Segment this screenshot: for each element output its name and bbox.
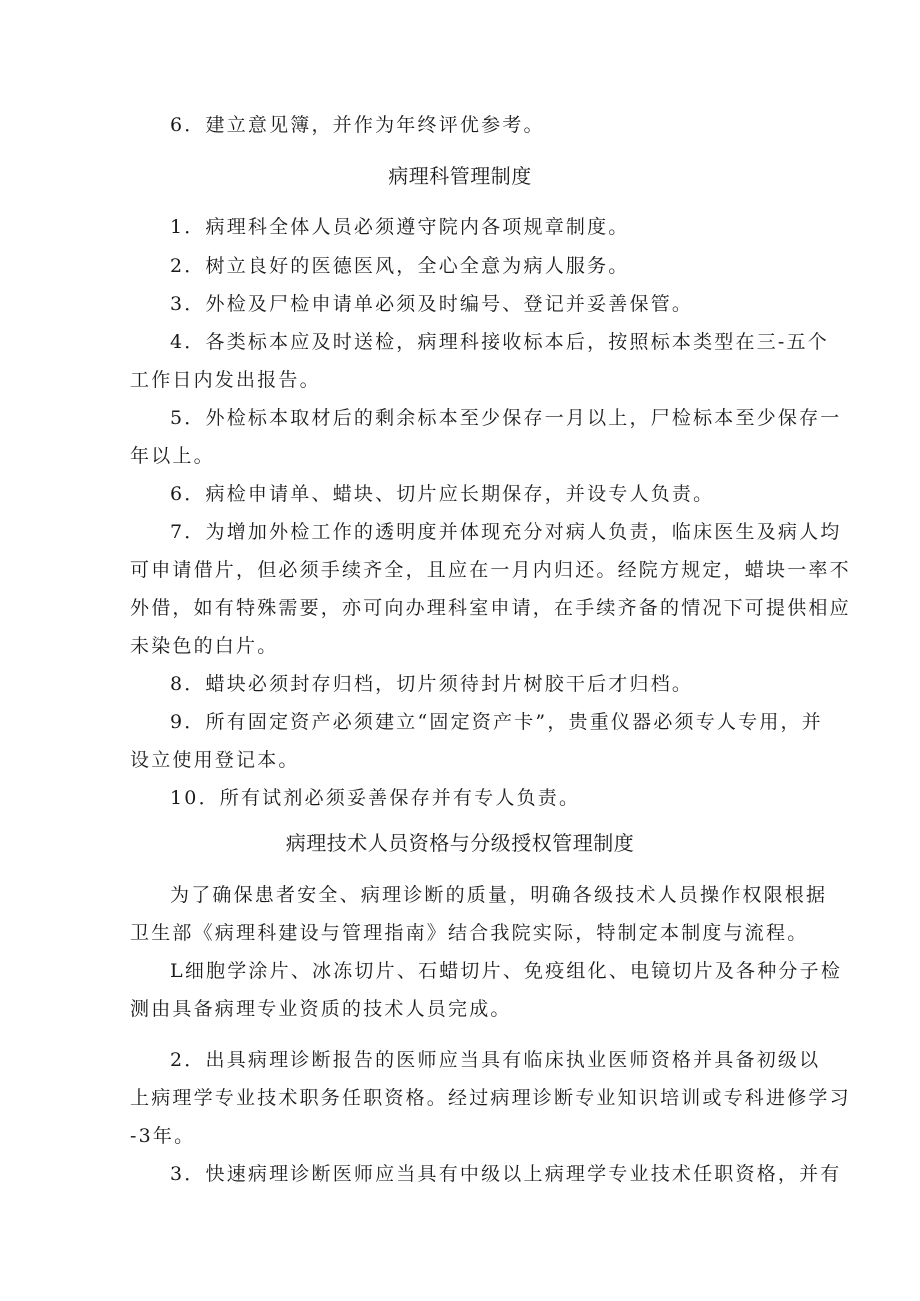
rule-line-continued: 可申请借片，但必须手续齐全，且应在一月内归还。经院方规定，蜡块一率不 bbox=[130, 559, 851, 581]
rule-line: 7．为增加外检工作的透明度并体现充分对病人负责，临床医生及病人均 bbox=[170, 521, 842, 543]
rule-line: 10．所有试剂必须妥善保存并有专人负责。 bbox=[170, 787, 581, 809]
rule-line: 3．外检及尸检申请单必须及时编号、登记并妥善保管。 bbox=[170, 293, 694, 315]
paragraph-line: 为了确保患者安全、病理诊断的质量，明确各级技术人员操作权限根据 bbox=[170, 884, 828, 906]
rule-line-continued: 工作日内发出报告。 bbox=[130, 369, 321, 391]
paragraph-line: 3．快速病理诊断医师应当具有中级以上病理学专业技术任职资格，并有 bbox=[170, 1163, 842, 1185]
paragraph-line-continued: 卫生部《病理科建设与管理指南》结合我院实际，特制定本制度与流程。 bbox=[130, 922, 809, 944]
rule-line-continued: 未染色的白片。 bbox=[130, 635, 279, 657]
rule-line: 5．外检标本取材后的剩余标本至少保存一月以上，尸检标本至少保存一 bbox=[170, 407, 842, 429]
rule-line: 9．所有固定资产必须建立“固定资产卡”，贵重仪器必须专人专用，并 bbox=[170, 711, 823, 733]
rule-line: 4．各类标本应及时送检，病理科接收标本后，按照标本类型在三-五个 bbox=[170, 331, 829, 353]
rule-line-continued: 设立使用登记本。 bbox=[130, 749, 300, 771]
paragraph-line-continued: 上病理学专业技术职务任职资格。经过病理诊断专业知识培训或专科进修学习 bbox=[130, 1087, 851, 1109]
rule-line-continued: 年以上。 bbox=[130, 445, 215, 467]
paragraph-line-continued: 测由具备病理专业资质的技术人员完成。 bbox=[130, 998, 512, 1020]
rule-line: 6．病检申请单、蜡块、切片应长期保存，并设专人负责。 bbox=[170, 483, 715, 505]
rule-line: 8．蜡块必须封存归档，切片须待封片树胶干后才归档。 bbox=[170, 673, 694, 695]
paragraph-line-continued: -3年。 bbox=[130, 1125, 196, 1147]
section-title-pathology-management: 病理科管理制度 bbox=[388, 164, 532, 188]
rule-line-continued: 外借，如有特殊需要，亦可向办理科室申请，在手续齐备的情况下可提供相应 bbox=[130, 597, 851, 619]
rule-line: 1．病理科全体人员必须遵守院内各项规章制度。 bbox=[170, 216, 630, 238]
paragraph-line: 2．出具病理诊断报告的医师应当具有临床执业医师资格并具备初级以 bbox=[170, 1049, 821, 1071]
paragraph-line: L细胞学涂片、冰冻切片、石蜡切片、免疫组化、电镜切片及各种分子检 bbox=[170, 960, 843, 982]
rule-line: 2．树立良好的医德医风，全心全意为病人服务。 bbox=[170, 255, 630, 277]
section-title-technician-authorization: 病理技术人员资格与分级授权管理制度 bbox=[285, 831, 635, 855]
item-6-evaluation: 6．建立意见簿，并作为年终评优参考。 bbox=[170, 114, 545, 136]
